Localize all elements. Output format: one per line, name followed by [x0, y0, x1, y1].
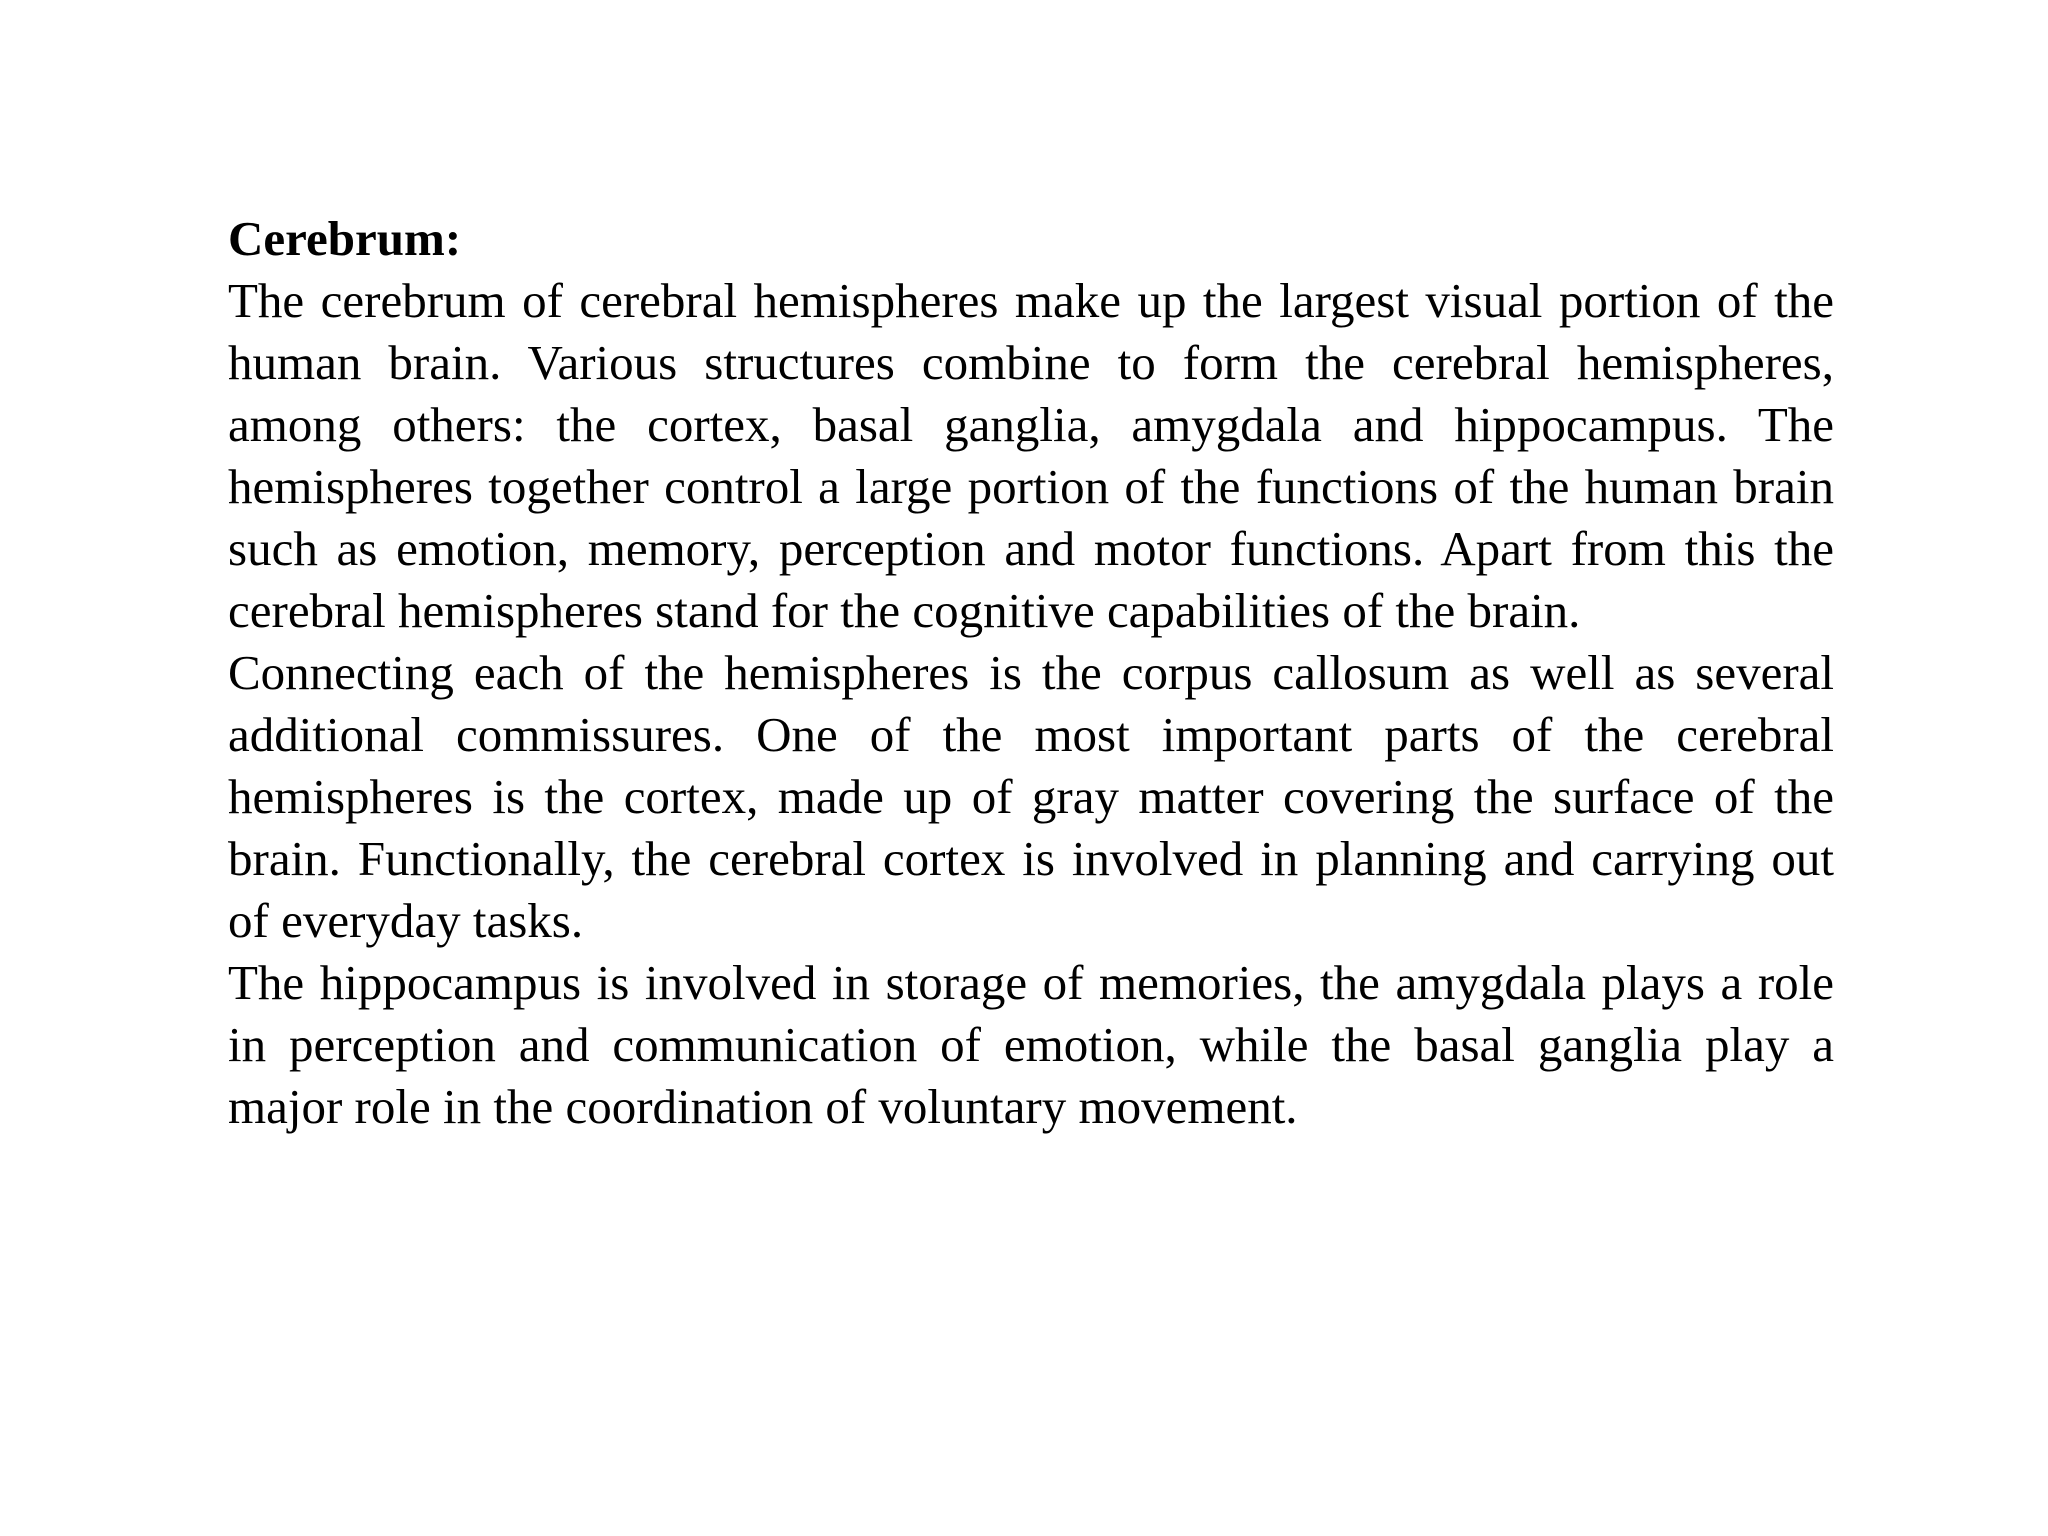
paragraph-corpus-callosum: Connecting each of the hemispheres is the corpus callosum as well as several additional commissures. One of the most important parts of the cerebral hemispheres is the cortex, made up of gray matter covering the surface of the brain. Functionally, the cerebral cortex is involved in planning and carrying out of everyday tasks. — [228, 645, 1834, 948]
paragraph-functions: The hippocampus is involved in storage of memories, the amygdala plays a role in perception and communication of emotion, while the basal ganglia play a major role in the coordination of voluntary movement. — [228, 955, 1834, 1134]
paragraph-overview: The cerebrum of cerebral hemispheres make up the largest visual portion of the human brain. Various structures combine to form the cerebral hemispheres, among others: the cortex, basal ganglia, amygdala and hippocampus. The hemispheres together control a large portion of the functions of the human brain such as emotion, memory, perception and motor functions. Apart from this the cerebral hemispheres stand for the cognitive capabilities of the brain. — [228, 273, 1834, 638]
section-heading: Cerebrum: — [228, 211, 462, 266]
text-body — [228, 208, 1834, 1138]
